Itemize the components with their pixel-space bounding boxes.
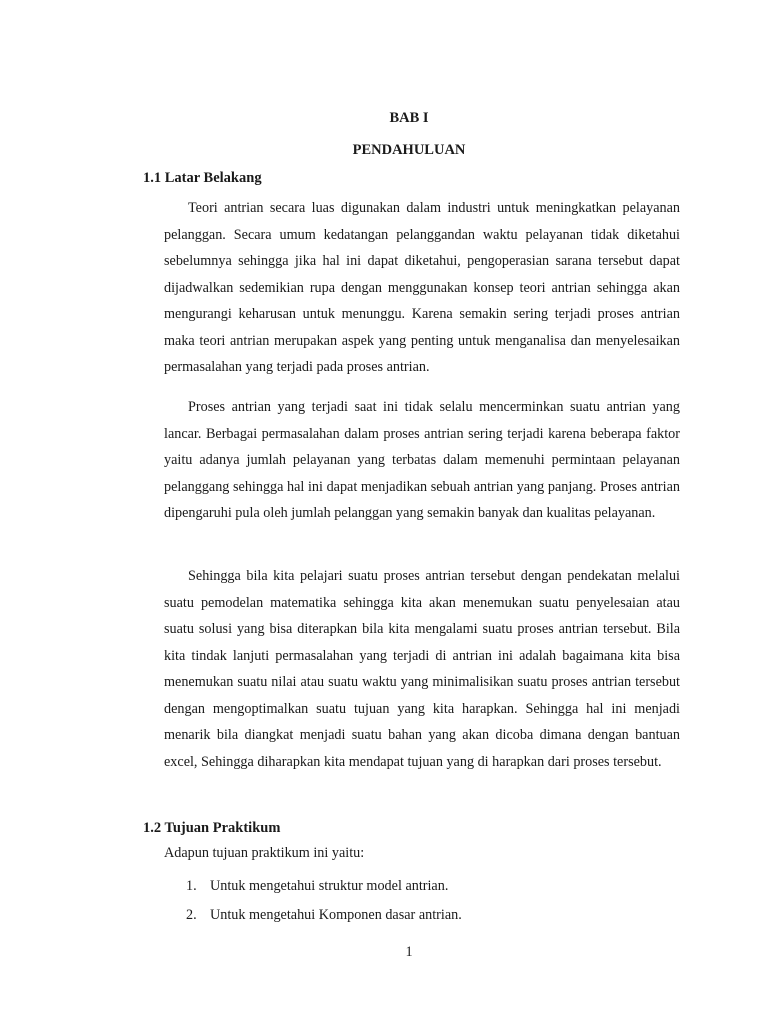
chapter-number: BAB I [389, 110, 429, 126]
page-number: 1 [405, 944, 413, 960]
list-item [186, 872, 462, 901]
section-heading-tujuan-praktikum: 1.2 Tujuan Praktikum [143, 820, 281, 836]
tujuan-intro: Adapun tujuan praktikum ini yaitu: [164, 845, 365, 861]
paragraph-3: Sehingga bila kita pelajari suatu proses antrian tersebut dengan pendekatan melalui suatu pemodelan matematika sehingga kita akan menemukan suatu penyelesaian atau suatu solusi yang bisa diterapkan bila kita mengalami suatu proses antrian tersebut. Bila kita tindak lanjuti permasalahan yang terjadi di antrian ini adalah bagaimana kita bisa menemukan suatu nilai atau suatu waktu yang minimalisikan suatu proses antrian tersebut dengan mengoptimalkan suatu tujuan yang kita harapkan. Sehingga hal ini menjadi menarik bila diangkat menjadi suatu bahan yang akan dicoba dimana dengan bantuan excel, Sehingga diharapkan kita mendapat tujuan yang di harapkan dari proses tersebut. [164, 568, 680, 770]
section-heading-latar-belakang: 1.1 Latar Belakang [143, 170, 262, 186]
list-item-text: Untuk mengetahui Komponen dasar antrian. [210, 907, 462, 923]
list-item-number: 1. [186, 878, 197, 894]
tujuan-list [186, 872, 462, 930]
list-item [186, 901, 462, 930]
paragraph-1: Teori antrian secara luas digunakan dalam industri untuk meningkatkan pelayanan pelanggan. Secara umum kedatangan pelanggandan waktu pelayanan tidak diketahui sebelumnya sehingga jika hal ini dapat diketahui, pengoperasian sarana tersebut dapat dijadwalkan sedemikian rupa dengan menggunakan konsep teori antrian sehingga akan mengurangi keharusan untuk menunggu. Karena semakin sering terjadi proses antrian maka teori antrian merupakan aspek yang penting untuk menganalisa dan menyelesaikan permasalahan yang terjadi pada proses antrian. [164, 200, 680, 375]
list-item-text: Untuk mengetahui struktur model antrian. [210, 878, 449, 894]
paragraph-2: Proses antrian yang terjadi saat ini tidak selalu mencerminkan suatu antrian yang lancar. Berbagai permasalahan dalam proses antrian sering terjadi karena beberapa faktor yaitu adanya jumlah pelayanan yang terbatas dalam memenuhi permintaan pelayanan pelanggang sehingga hal ini dapat menjadikan sebuah antrian yang panjang. Proses antrian dipengaruhi pula oleh jumlah pelanggan yang semakin banyak dan kualitas pelayanan. [164, 399, 680, 521]
list-item-number: 2. [186, 907, 197, 923]
chapter-title: PENDAHULUAN [352, 142, 466, 158]
